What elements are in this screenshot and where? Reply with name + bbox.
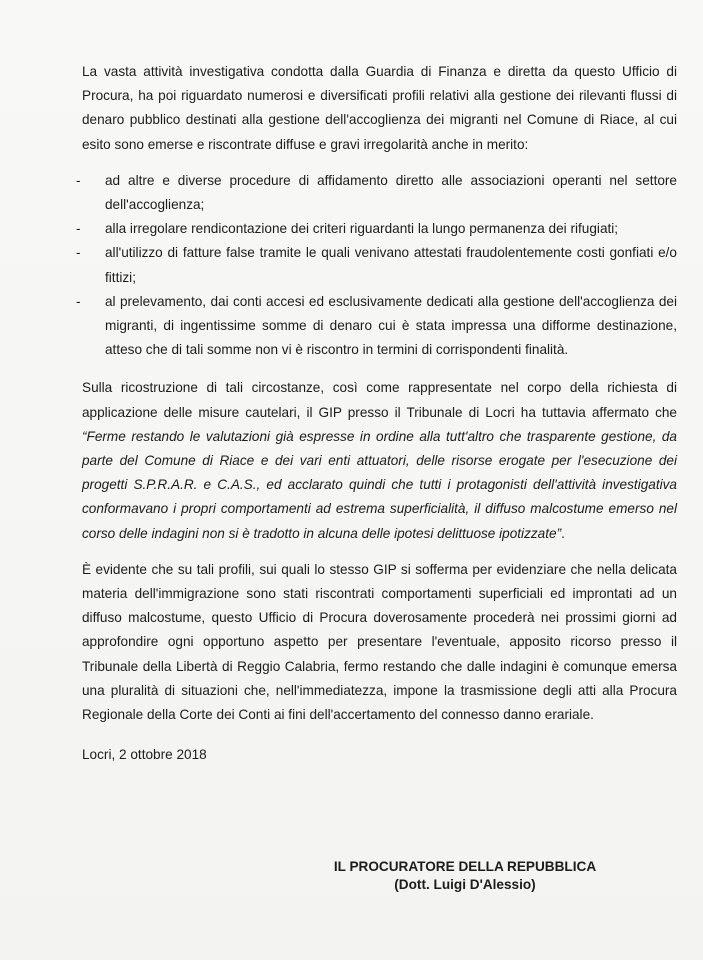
list-item bbox=[76, 217, 677, 241]
paragraph-investigation: La vasta attività investigativa condotta dalla Guardia di Finanza e diretta da questo Ufficio di Procura, ha poi riguardato numerosi e diversificati profili relativi alla gestione dei rilevanti flussi di denaro pubblico destinati alla gestione dell'accoglienza dei migranti nel Comune di Riace, al cui esito sono emerse e riscontrate diffuse e gravi irregolarità anche in merito: bbox=[82, 64, 677, 152]
paragraph-gip-ruling bbox=[82, 376, 677, 545]
bullet-dash: - bbox=[76, 221, 81, 237]
signature-name: (Dott. Luigi D'Alessio) bbox=[394, 877, 536, 892]
gip-quote: “Ferme restando le valutazioni già espresse in ordine alla tutt'altro che trasparente gestione, da parte del Comune di Riace e dei vari enti attuatori, delle risorse erogate per l'esecuzione dei progetti S.P.R.A.R. e C.A.S., ed acclarato quindi che tutti i protagonisti dell'attività investigativa conformavano i propri comportamenti ad estrema superficialità, il diffuso malcostume emerso nel corso delle indagini non si è tradotto in alcuna delle ipotesi delittuose ipotizzate” bbox=[82, 428, 677, 541]
list-item-text: al prelevamento, dai conti accesi ed esclusivamente dedicati alla gestione dell'accoglienza dei migranti, di ingentissime somme di denaro cui è stata impressa una difforme destinazione, atteso che di tali somme non vi è riscontro in termini di corrispondenti finalità. bbox=[105, 293, 677, 358]
gip-end-punct: . bbox=[561, 525, 565, 541]
list-item-text: alla irregolare rendicontazione dei criteri riguardanti la lungo permanenza dei rifugiati; bbox=[105, 221, 619, 237]
bullet-dash: - bbox=[76, 245, 81, 261]
bullet-dash: - bbox=[76, 172, 81, 188]
document-body bbox=[76, 60, 677, 767]
gip-intro-text: Sulla ricostruzione di tali circostanze, così come rappresentate nel corpo della richiesta di applicazione delle misure cautelari, il GIP presso il Tribunale di Locri ha tuttavia affermato che bbox=[82, 380, 677, 420]
paragraph-conclusion: È evidente che su tali profili, sui quali lo stesso GIP si sofferma per evidenziare che nella delicata materia dell'immigrazione sono stati riscontrati comportamenti superficiali ed improntati ad un diffuso malcostume, questo Ufficio di Procura doverosamente procederà nei prossimi giorni ad approfondire ogni opportuno aspetto per presentare l'eventuale, apposito ricorso presso il Tribunale della Libertà di Reggio Calabria, fermo restando che dalle indagini è comunque emersa una pluralità di situazioni che, nell'immediatezza, impone la trasmissione degli atti alla Procura Regionale della Corte dei Conti ai fini dell'accertamento del connesso danno erariale. bbox=[82, 561, 677, 723]
bullet-dash: - bbox=[76, 293, 81, 309]
place-date: Locri, 2 ottobre 2018 bbox=[82, 747, 207, 763]
list-item bbox=[76, 241, 677, 289]
list-item-text: all'utilizzo di fatture false tramite le quali venivano attestati fraudolentemente costi gonfiati e/o fittizi; bbox=[105, 245, 677, 285]
list-item bbox=[76, 290, 677, 363]
irregularities-list bbox=[76, 169, 677, 363]
list-item bbox=[76, 169, 677, 217]
list-item-text: ad altre e diverse procedure di affidamento diretto alle associazioni operanti nel settore dell'accoglienza; bbox=[105, 172, 677, 213]
signature-title: IL PROCURATORE DELLA REPUBBLICA bbox=[333, 859, 597, 874]
signature-block bbox=[320, 858, 610, 894]
